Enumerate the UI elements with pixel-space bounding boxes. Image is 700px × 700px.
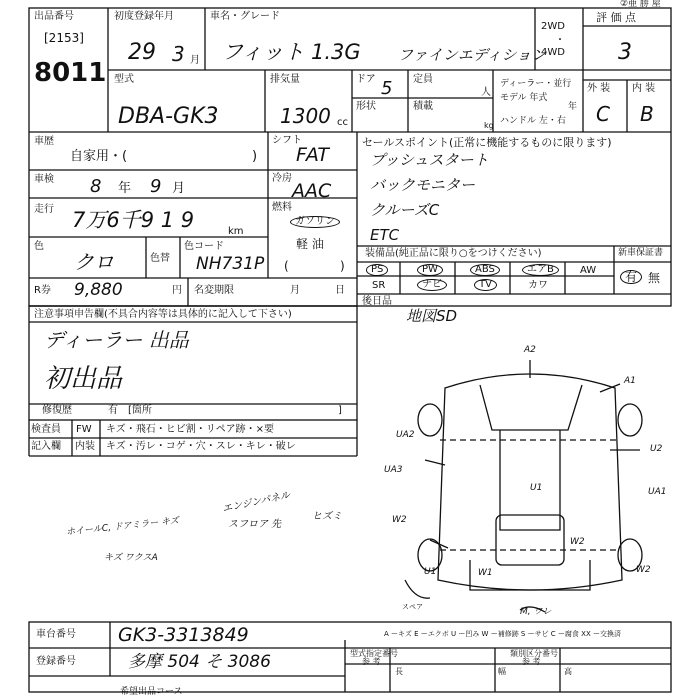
mark-spare: スペア [402,603,423,611]
aftermarket-value: 地図SD [406,307,458,325]
inspection-label: 車検 [34,174,54,185]
color-value: クロ [74,250,114,274]
repair-close: ] [338,405,342,416]
remark-3: ヒズミ [312,511,342,522]
mark-u1-left: U1 [424,567,437,577]
kind-sub: 参 考 [522,657,541,666]
fuel-paren-close: ) [340,259,345,273]
exterior-label: 外 装 [587,83,611,94]
inspector-label-2: 記入欄 [31,441,61,452]
mark-u2: U2 [650,444,663,454]
fuel-gasoline: ガソリン [290,216,340,228]
mileage-value: 7万6千9 1 9 [72,208,195,232]
inspection-month-unit: 月 [172,181,186,196]
name-change-day: 日 [335,285,345,296]
bottom-fragment: 希望出品コース [120,687,183,697]
cert-sub: 参 考 [362,657,381,666]
color-label: 色 [34,241,44,252]
equip-navi: ナビ [417,279,447,291]
history-label: 車歴 [34,136,54,147]
equip-airbag: エアB [522,264,559,276]
score-value: 3 [618,40,632,65]
chassis-value: GK3-3313849 [118,624,249,646]
ac-label: 冷房 [272,173,292,184]
recycle-value: 9,880 [74,280,123,300]
fuel-paren-open: ( [284,259,289,273]
mark-ua3: UA3 [384,465,403,475]
dealer-label: ディーラー・並行 [500,79,572,89]
capacity-label: 定員 [413,74,433,85]
name-change-label: 名変期限 [194,285,234,296]
mileage-label: 走行 [34,204,54,215]
reg-month-unit: 月 [190,55,200,66]
shape-label: 形状 [356,101,376,112]
fuel-label: 燃料 [272,202,292,213]
fw-items: キズ・飛石・ヒビ割・リペア跡・×要 [106,424,274,435]
equipment-title: 装備品(純正品に限り○をつけください) [365,248,542,259]
lot-sub: [2153] [44,31,84,45]
size-height: 高 [564,667,572,676]
kg-unit: kg [484,121,494,130]
equip-abs: ABS [470,264,500,276]
drive-4wd: 4WD [541,47,565,58]
color-code-value: NH731P [196,254,265,274]
reg-label: 初度登録年月 [114,11,174,22]
equip-ps: PS [366,264,388,276]
sales-point-2: バックモニター [370,176,476,194]
sales-point-3: クルーズC [370,201,440,219]
car-diagram [405,360,642,612]
remark-4: ホイールC, ドアミラー キズ [65,516,180,538]
new-warranty-label: 新車保証書 [618,248,664,258]
sales-point-1: プッシュスタート [370,151,489,169]
remark-2: スフロア 先 [228,519,282,530]
interior-value: B [640,102,654,126]
year-unit: 年 [568,102,578,112]
shift-value: FAT [296,144,330,166]
inspector-label-1: 検査員 [31,424,61,435]
reg-no-value: 多摩 504 そ 3086 [128,652,271,672]
warranty-no: 無 [648,271,661,285]
repair-label: 修復歴 [42,405,72,416]
equip-pw: PW [417,264,443,276]
mark-m-crack: M, ワレ [520,607,552,617]
mark-ua2: UA2 [396,430,415,440]
remark-5: キズ ワクスA [104,553,158,563]
ac-value: AAC [292,180,332,202]
chassis-label: 車台番号 [36,629,76,640]
drive-dot: ・ [555,35,565,46]
sales-point-4: ETC [370,226,400,244]
mark-w2-left: W2 [392,515,407,525]
inspection-year: 8 [90,176,102,197]
reg-month: 3 [172,42,185,66]
history-value: 自家用・( [70,149,128,164]
equip-tv: TV [474,279,497,291]
mark-a1: A1 [624,376,636,386]
top-right-fragment: ②亜 勝 屋 [620,0,661,9]
int-items: キズ・汚レ・コゲ・穴・スレ・キレ・破レ [106,441,296,452]
displacement-value: 1300 [280,104,331,128]
repair-place: [箇所 [128,405,152,416]
load-label: 積載 [413,101,433,112]
repair-value: 有 [108,405,118,416]
mark-u1-center: U1 [530,483,543,493]
mark-w2-rear: W2 [570,537,585,547]
diagram-legend: A ーキズ E ーエクボ U ー凹み W ー補修跡 S ーサビ C ー腐食 XX ー交換済 [384,630,621,638]
color-change-label: 色替 [150,253,170,264]
notes-title: 注意事項申告欄(不具合内容等は具体的に記入して下さい) [34,309,292,320]
remark-1: エンジンパネル [221,489,292,516]
car-name: フィット 1.3G [222,40,361,64]
history-close: ) [252,149,258,164]
name-label: 車名・グレード [210,11,280,22]
interior-label: 内 装 [632,83,656,94]
name-change-month: 月 [290,285,300,296]
handle-label: ハンドル 左・右 [500,116,566,126]
cc-unit: cc [337,117,348,128]
score-label: 評 価 点 [596,11,636,24]
notes-line-1: ディーラー 出品 [44,328,189,352]
drive-2wd: 2WD [541,21,565,32]
lot-number: 8011 [34,58,107,88]
model-year-label: モデル 年式 [500,93,548,103]
int-label: 内装 [75,441,95,452]
reg-no-label: 登録番号 [36,656,76,667]
mark-ua1: UA1 [648,487,667,497]
fw-label: FW [76,424,92,435]
inspection-month: 9 [150,176,162,197]
displacement-label: 排気量 [270,74,300,85]
size-length: 長 [395,667,403,676]
color-code-label: 色コード [184,241,224,252]
doors-value: 5 [381,78,393,99]
reg-year: 29 [128,40,156,65]
person-unit: 人 [481,87,491,98]
mark-w2-right: W2 [636,565,651,575]
equip-sr: SR [372,280,386,291]
shift-label: シフト [272,135,302,146]
km-unit: km [228,226,244,237]
size-width: 幅 [498,667,506,676]
equip-aw: AW [580,265,597,276]
kind-label: 類別区分番号 [510,649,558,658]
equip-leather: カワ [528,280,548,291]
inspection-year-unit: 年 [118,181,132,196]
model-value: DBA-GK3 [118,104,219,129]
yen-unit: 円 [172,285,182,296]
sales-title: セールスポイント(正常に機能するものに限ります) [362,136,612,149]
aftermarket-label: 後日品 [362,296,392,307]
car-grade: ファインエディション [398,46,547,64]
exterior-value: C [596,102,610,126]
doors-label: ドア [356,74,376,85]
mark-a2-top: A2 [524,345,536,355]
warranty-yes: 有 [620,270,642,284]
mark-w1: W1 [478,568,493,578]
lot-label: 出品番号 [34,11,74,22]
model-label: 型式 [114,74,134,85]
fuel-diesel: 軽 油 [296,237,324,251]
cert-label: 型式指定番号 [350,649,398,658]
notes-line-2: 初出品 [44,364,123,394]
recycle-label: R券 [34,285,51,296]
